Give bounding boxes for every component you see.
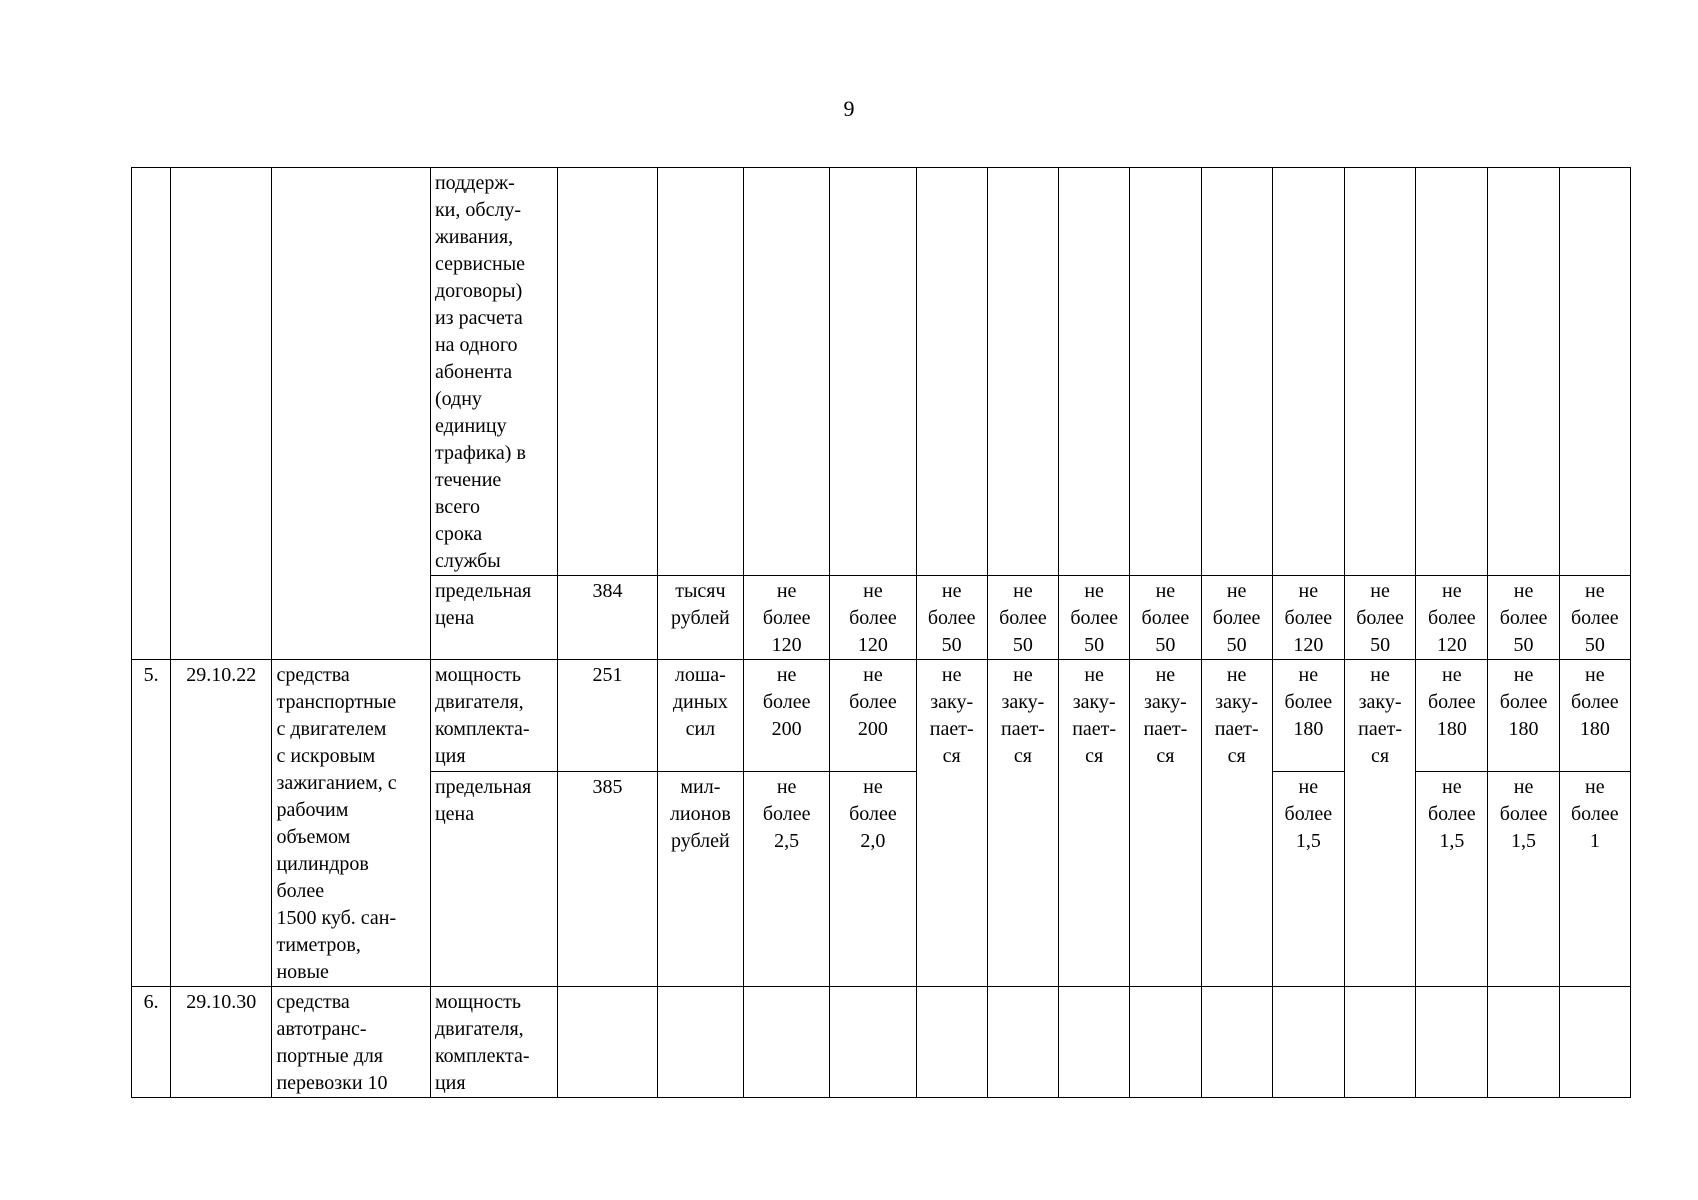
table-row-5-power [132,660,1631,772]
cell-empty [916,987,987,1098]
cell-value: не более 180 [1416,660,1488,772]
cell-value: не более 50 [1201,576,1272,660]
cell-unit: тысяч рублей [657,576,743,660]
cell-value: не более 50 [1488,576,1559,660]
cell-empty [830,987,916,1098]
cell-empty [1559,168,1630,576]
cell-characteristic-continued: поддерж- ки, обслу- живания, сервисные договоры) из расчета на одного абонента (одну единицу трафика) в течение всего срока службы [430,168,557,576]
cell-value: не более 2,0 [830,771,916,986]
cell-empty [1059,168,1130,576]
cell-empty [1059,987,1130,1098]
cell-value-not-purchased: не заку- пает- ся [1201,660,1272,987]
cell-characteristic: мощность двигателя, комплекта- ция [430,660,557,772]
cell-num-empty [132,168,171,660]
cell-value: не более 1,5 [1272,771,1344,986]
cell-empty [830,168,916,576]
cell-empty [1272,987,1344,1098]
cell-empty [1272,168,1344,576]
cell-empty [916,168,987,576]
cell-num: 5. [132,660,171,987]
table-row-continued [132,168,1631,576]
cell-characteristic: предельная цена [430,771,557,986]
cell-empty [657,168,743,576]
cell-value: не более 120 [1416,576,1488,660]
cell-empty [1416,987,1488,1098]
cell-empty [1416,168,1488,576]
cell-empty [1130,987,1201,1098]
cell-value: не более 50 [987,576,1058,660]
cell-empty [744,987,830,1098]
cell-empty [987,987,1058,1098]
cell-value: не более 180 [1272,660,1344,772]
cell-characteristic: предельная цена [430,576,557,660]
cell-empty [1559,987,1630,1098]
cell-empty [1201,168,1272,576]
cell-code: 251 [558,660,657,772]
cell-value: не более 120 [1272,576,1344,660]
cell-empty [1344,987,1415,1098]
cell-empty [1130,168,1201,576]
cell-num: 6. [132,987,171,1098]
requirements-table [131,167,1631,1098]
cell-empty [558,987,657,1098]
cell-value: не более 50 [1559,576,1630,660]
cell-unit: мил- лионов рублей [657,771,743,986]
cell-value-not-purchased: не заку- пает- ся [987,660,1058,987]
cell-value: не более 120 [830,576,916,660]
cell-empty [1201,987,1272,1098]
cell-value: не более 200 [830,660,916,772]
cell-name: средства автотранс- портные для перевозки 10 [272,987,431,1098]
cell-value: не более 180 [1488,660,1559,772]
page-number: 9 [843,96,855,121]
cell-value: не более 50 [1130,576,1201,660]
cell-value: не более 50 [916,576,987,660]
cell-okpd: 29.10.30 [171,987,272,1098]
cell-value: не более 120 [744,576,830,660]
cell-empty [1488,168,1559,576]
table-row-6 [132,987,1631,1098]
cell-value-not-purchased: не заку- пает- ся [916,660,987,987]
cell-value: не более 1,5 [1488,771,1559,986]
cell-empty [744,168,830,576]
cell-value: не более 1,5 [1416,771,1488,986]
cell-empty [558,168,657,576]
cell-value-not-purchased: не заку- пает- ся [1059,660,1130,987]
cell-empty [657,987,743,1098]
cell-value-not-purchased: не заку- пает- ся [1344,660,1415,987]
cell-name: средства транспортные с двигателем с искровым зажиганием, с рабочим объемом цилиндров более 1500 куб. сан- тиметров, новые [272,660,431,987]
cell-value: не более 180 [1559,660,1630,772]
cell-characteristic: мощность двигателя, комплекта- ция [430,987,557,1098]
cell-code: 385 [558,771,657,986]
cell-unit: лоша- диных сил [657,660,743,772]
cell-empty [1344,168,1415,576]
cell-empty [1488,987,1559,1098]
cell-empty [987,168,1058,576]
cell-value: не более 1 [1559,771,1630,986]
cell-value: не более 50 [1344,576,1415,660]
cell-okpd: 29.10.22 [171,660,272,987]
cell-value: не более 2,5 [744,771,830,986]
cell-okpd-empty [171,168,272,660]
cell-code: 384 [558,576,657,660]
cell-value: не более 50 [1059,576,1130,660]
cell-value-not-purchased: не заку- пает- ся [1130,660,1201,987]
cell-name-empty [272,168,431,660]
cell-value: не более 200 [744,660,830,772]
